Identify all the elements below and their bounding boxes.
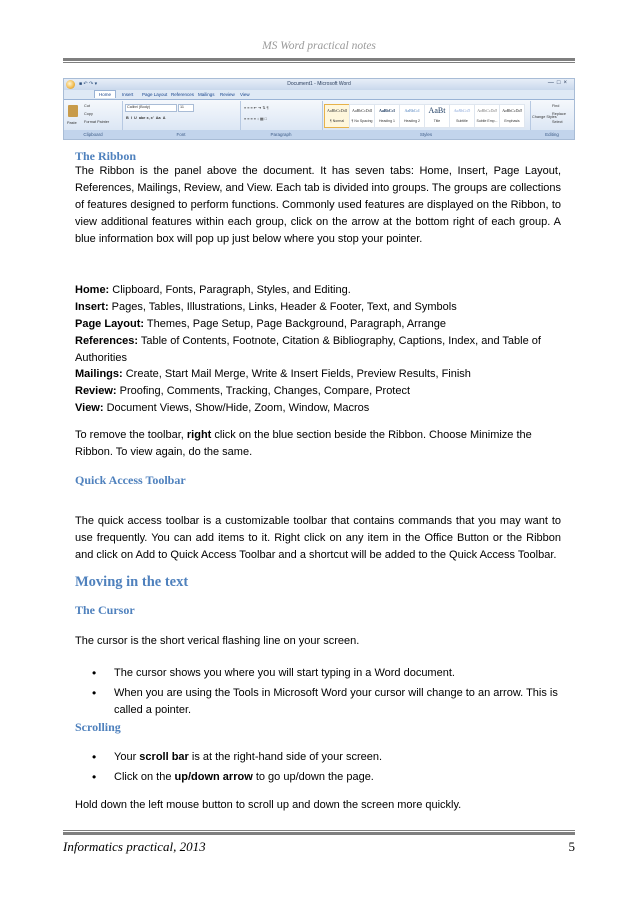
style-no-spacing: AaBbCcDdI ¶ No Spacing [349,104,375,128]
clipboard-group [64,101,123,130]
group-label-styles: Styles [419,132,433,137]
list-item: • The cursor shows you where you will start typing in a Word document. [75,665,561,682]
style-heading-1: AaBbCcI Heading 1 [374,104,400,128]
qat-paragraph: The quick access toolbar is a customizable toolbar that contains commands that you may want to use frequently. You can add items to it. Right click on any item in the Office Button or the Ribbon and click on Add to Quick Access Toolbar and a shortcut will be added to the Quick Access Toolbar. [75,515,561,561]
heading-moving-in-the-text: Moving in the text [75,574,189,590]
heading-scrolling: Scrolling [75,720,121,734]
ribbon-tab-view: View [240,92,250,97]
style-subtle-emphasis: AaBbCcDdI Subtle Emp... [474,104,500,128]
style-heading-2: AaBbCcI Heading 2 [399,104,425,128]
group-label-font: Font [176,132,186,137]
window-controls-icon: —□× [547,80,570,86]
tab-groups-page-layout: Page Layout: Themes, Page Setup, Page Background, Paragraph, Arrange [75,318,446,330]
group-label-paragraph: Paragraph [270,132,292,137]
list-item: • Click on the up/down arrow to go up/down the page. [75,769,561,786]
paste-icon [68,105,78,117]
font-size: 11 [180,105,184,109]
tab-groups-mailings: Mailings: Create, Start Mail Merge, Write & Insert Fields, Preview Results, Finish [75,368,471,380]
font-group [122,101,241,130]
tab-groups-references: References: Table of Contents, Footnote, Citation & Bibliography, Captions, Index, and Table of [75,335,541,347]
tab-groups-view: View: Document Views, Show/Hide, Zoom, Window, Macros [75,402,370,414]
ribbon-tab-insert: Insert [122,92,134,97]
ribbon-tab-references: References [171,92,195,97]
style-subtitle: AaBbCcD Subtitle [449,104,475,128]
font-format-icons: B I U abe x, x' Aa A [126,116,166,120]
replace-label: Replace [552,112,566,116]
cursor-bullet-list [75,665,561,722]
footer-text: Informatics practical, 2013 [63,839,206,854]
styles-group [322,101,531,130]
change-styles-label: Change Styles [532,115,557,119]
ribbon-tabs [64,90,574,99]
running-header: MS Word practical notes [262,40,376,52]
group-label-clipboard: Clipboard [83,132,103,137]
copy-label: Copy [84,112,93,116]
group-label-editing: Editing [545,132,559,137]
ribbon-tab-home: Home [94,90,116,98]
style-normal: AaBbCcDdI ¶ Normal [324,104,350,128]
paragraph-group [240,101,323,130]
font-name: Calibri (Body) [127,105,150,109]
style-emphasis: AaBbCcDdI Emphasis [499,104,525,128]
hold-mouse-paragraph: Hold down the left mouse button to scroll up and down the screen more quickly. [75,799,462,811]
footer-rule [63,832,575,835]
list-item: • Your scroll bar is at the right-hand side of your screen. [75,749,561,766]
window-title: Document1 - Microsoft Word [287,81,351,87]
ribbon-paragraph: The Ribbon is the panel above the document. It has seven tabs: Home, Insert, Page Layout, References, Mailings, Review, and View. Each tab is divided into groups. The groups are collections of features designed to perform functions. Commonly used features are displayed on the Ribbon, to view additional features within each group, click on the arrow at the bottom right of each group. A blue information box will pop up just below where you stop your pointer. [75,165,561,245]
tab-groups-home: Home: Clipboard, Fonts, Paragraph, Styles, and Editing. [75,284,351,296]
ribbon-body [64,99,574,131]
paste-label: Paste [67,121,77,125]
paragraph-list-icons: ≡ ≡ ≡ ⇤ ⇥ ⇅ ¶ [244,106,269,110]
quick-access-icons: ■ ↶ ↷ ▾ [79,81,98,87]
scroll-bullet-list [75,749,561,789]
editing-group [530,101,574,130]
list-item: • When you are using the Tools in Microsoft Word your cursor will change to an arrow. This is called a pointer. [75,685,561,719]
format-painter-label: Format Painter [84,120,110,124]
ribbon-screenshot [63,78,575,140]
ribbon-title-bar [64,79,574,90]
heading-the-cursor: The Cursor [75,603,135,617]
remove-toolbar-line-1: To remove the toolbar, right click on the blue section beside the Ribbon. Choose Minimize the [75,429,532,441]
style-title: AaBt Title [424,104,450,128]
cut-label: Cut [84,104,90,108]
paragraph-align-icons: ≡ ≡ ≡ ≡ ↕ ▦ □ [244,117,267,121]
page-number: 5 [568,839,575,854]
ribbon-tab-mailings: Mailings [198,92,215,97]
tab-groups-insert: Insert: Pages, Tables, Illustrations, Links, Header & Footer, Text, and Symbols [75,301,457,313]
heading-the-ribbon: The Ribbon [75,149,137,163]
ribbon-tab-review: Review [220,92,235,97]
find-label: Find [552,104,560,108]
header-rule-thin [63,62,575,63]
cursor-paragraph: The cursor is the short verical flashing line on your screen. [75,635,360,647]
footer-rule-thin [63,830,575,831]
ribbon-tab-page-layout: Page Layout [142,92,168,97]
tab-groups-review: Review: Proofing, Comments, Tracking, Changes, Compare, Protect [75,385,411,397]
select-label: Select [552,120,563,124]
remove-toolbar-line-2: Ribbon. To view again, do the same. [75,446,253,458]
tab-groups-references-cont: Authorities [75,352,127,364]
header-rule [63,58,575,61]
heading-quick-access-toolbar: Quick Access Toolbar [75,473,186,487]
ribbon-group-labels [64,130,574,139]
